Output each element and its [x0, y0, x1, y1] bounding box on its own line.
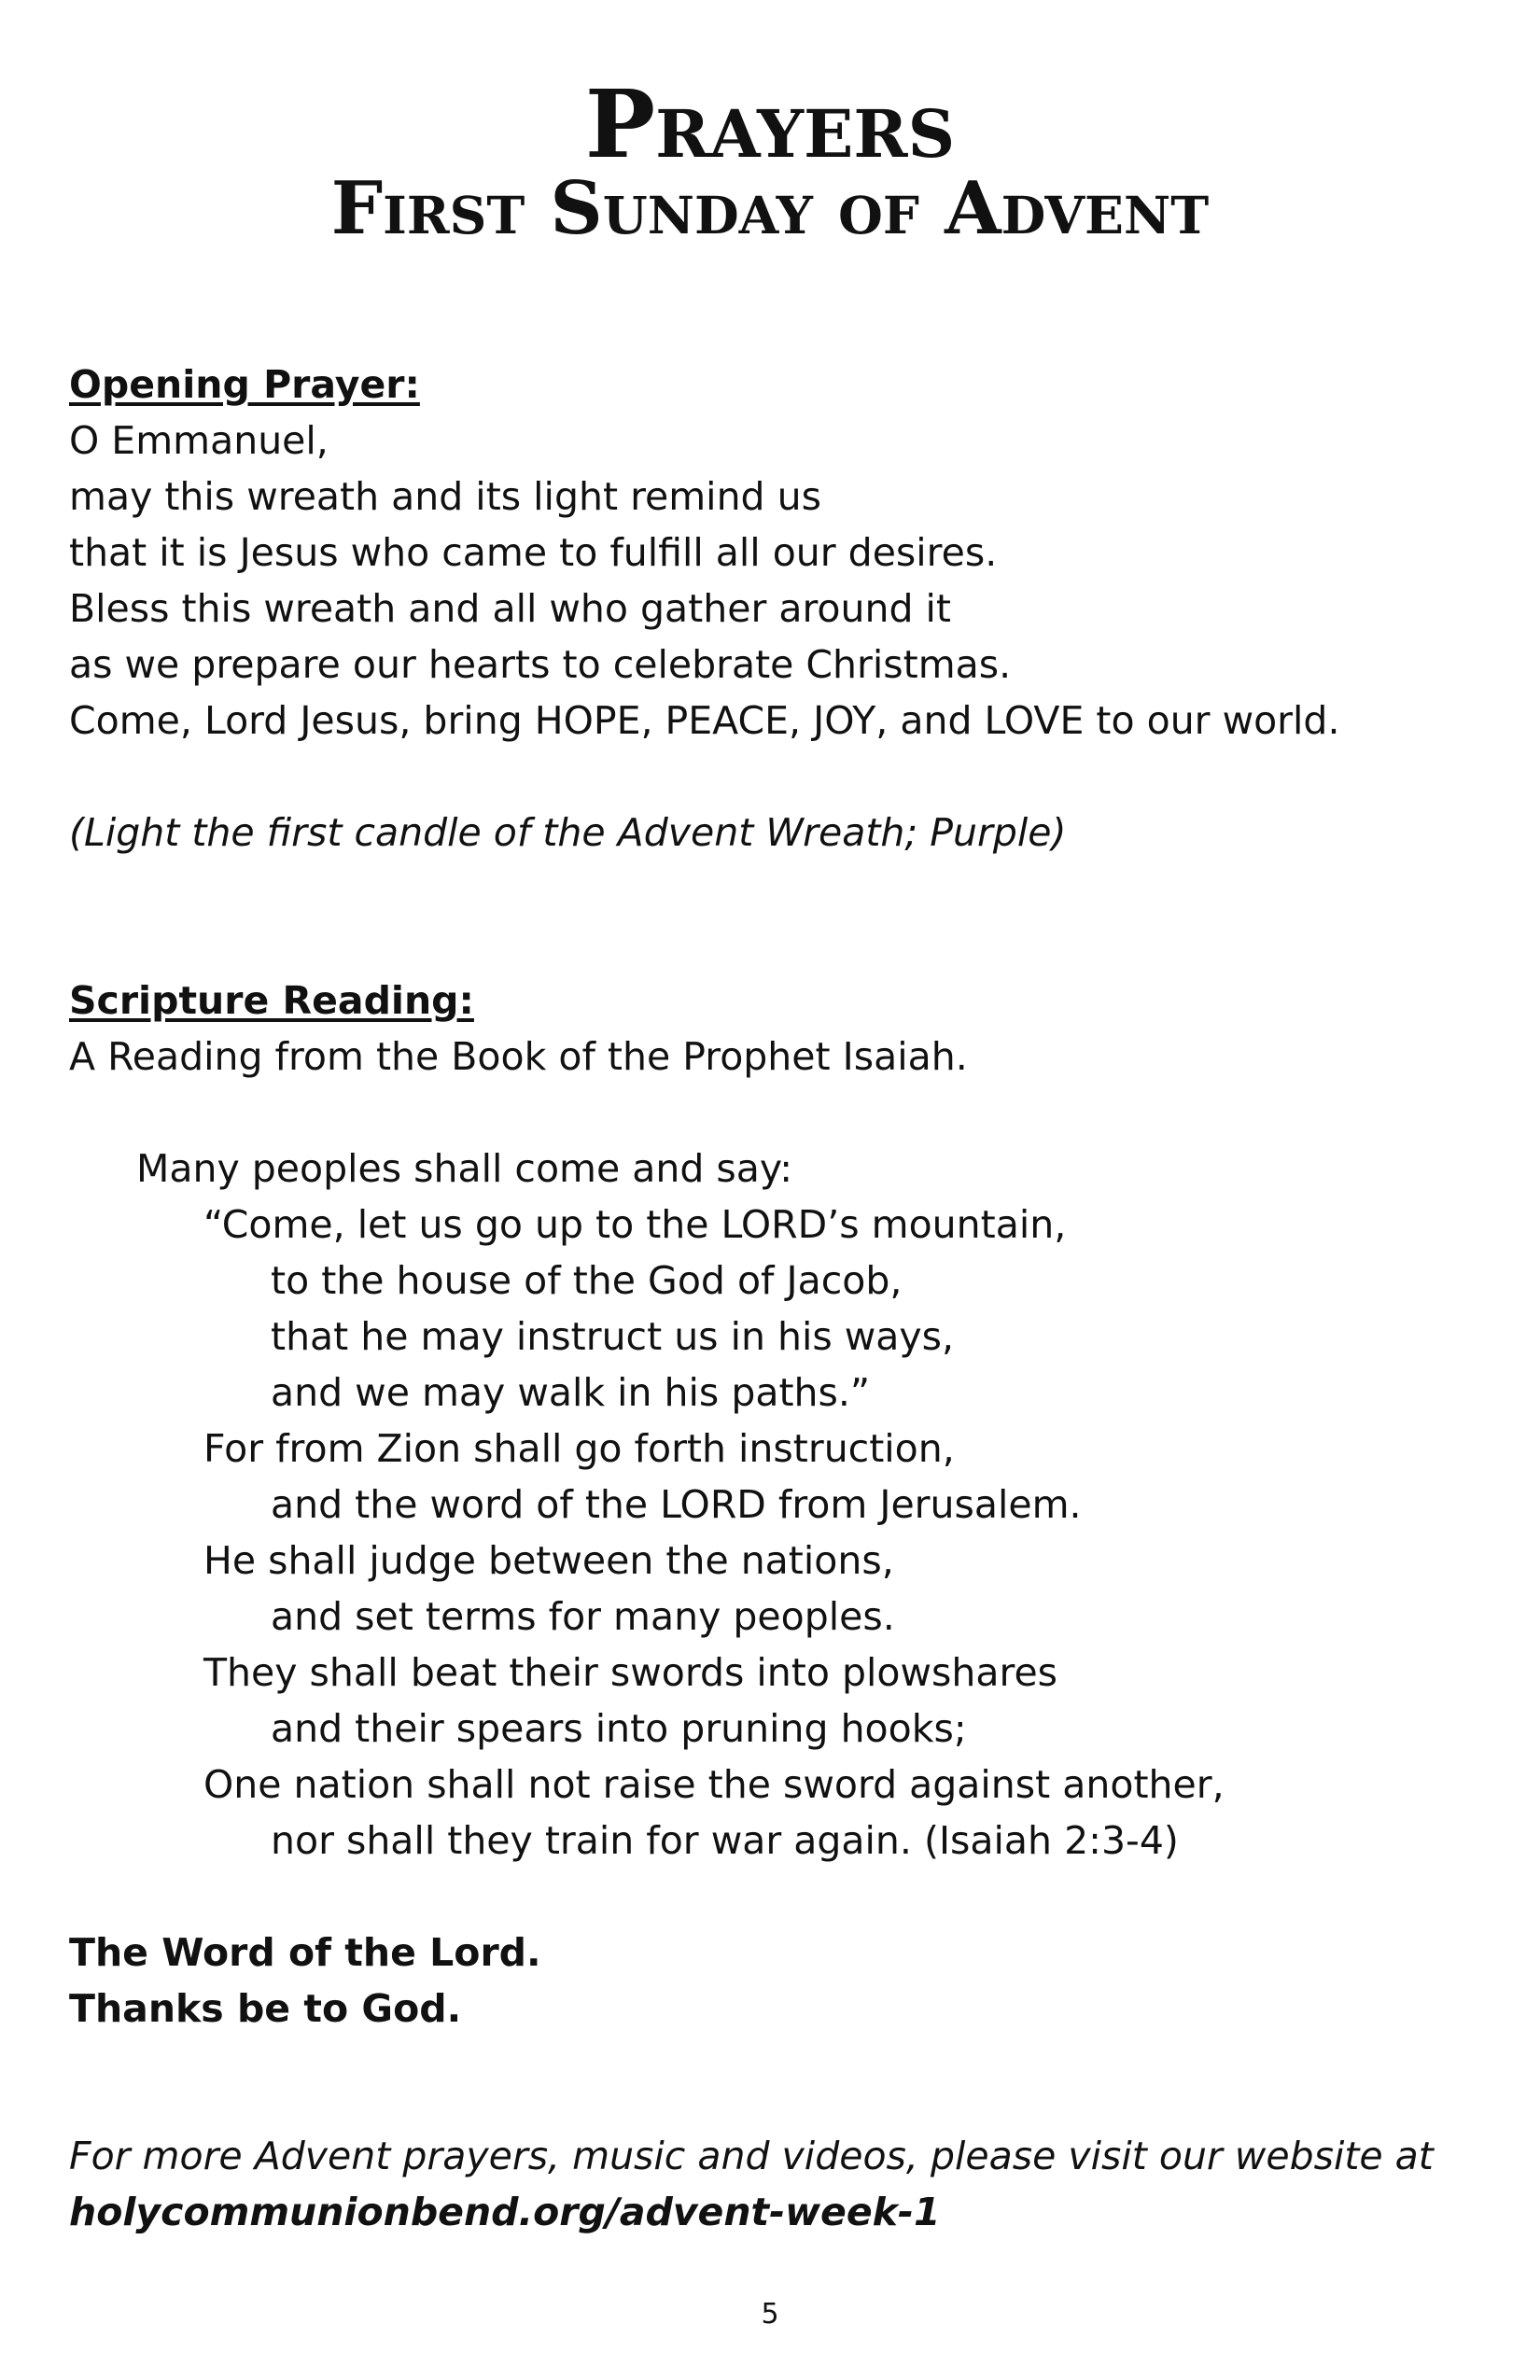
opening-prayer-line: Come, Lord Jesus, bring HOPE, PEACE, JOY, and LOVE to our world.	[69, 698, 1340, 743]
opening-prayer-line: as we prepare our hearts to celebrate Christmas.	[69, 642, 1012, 687]
scripture-response: Thanks be to God.	[69, 1986, 462, 2031]
scripture-line: that he may instruct us in his ways,	[271, 1314, 955, 1359]
opening-prayer-line: O Emmanuel,	[69, 418, 329, 463]
scripture-line: “Come, let us go up to the LORD’s mountain,	[203, 1202, 1067, 1247]
prayer-content	[69, 357, 1478, 2037]
scripture-line: to the house of the God of Jacob,	[271, 1258, 903, 1303]
scripture-line: nor shall they train for war again. (Isaiah 2:3-4)	[271, 1818, 1179, 1863]
spacer	[69, 1085, 1478, 1141]
scripture-heading: Scripture Reading:	[69, 978, 474, 1023]
scripture-line: and we may walk in his paths.”	[271, 1370, 871, 1415]
spacer	[69, 749, 1478, 805]
scripture-line: They shall beat their swords into plowshares	[203, 1650, 1058, 1695]
opening-prayer-line: that it is Jesus who came to fulfill all our desires.	[69, 530, 998, 575]
opening-prayer-line: Bless this wreath and all who gather around it	[69, 586, 952, 631]
spacer	[69, 861, 1478, 973]
spacer	[69, 1869, 1478, 1925]
scripture-line: One nation shall not raise the sword against another,	[203, 1762, 1225, 1807]
footer-url: holycommunionbend.org/advent-week-1	[69, 2190, 941, 2234]
candle-instruction: (Light the first candle of the Advent Wreath; Purple)	[69, 810, 1067, 855]
scripture-response: The Word of the Lord.	[69, 1930, 541, 1975]
footer	[69, 2128, 1478, 2240]
scripture-intro: A Reading from the Book of the Prophet Isaiah.	[69, 1034, 968, 1079]
page-subtitle: First Sunday of Advent	[330, 166, 1210, 251]
scripture-line: and their spears into pruning hooks;	[271, 1706, 967, 1751]
scripture-line: and set terms for many peoples.	[271, 1594, 895, 1639]
opening-prayer-line: may this wreath and its light remind us	[69, 474, 821, 519]
footer-note: For more Advent prayers, music and videos, please visit our website at	[69, 2134, 1434, 2178]
page-title: Prayers	[584, 69, 956, 179]
scripture-line: Many peoples shall come and say:	[136, 1146, 793, 1191]
opening-prayer-heading: Opening Prayer:	[69, 362, 420, 407]
scripture-line: He shall judge between the nations,	[203, 1538, 894, 1583]
scripture-line: and the word of the LORD from Jerusalem.	[271, 1482, 1082, 1527]
page-number: 5	[761, 2298, 779, 2331]
scripture-line: For from Zion shall go forth instruction,	[203, 1426, 955, 1471]
